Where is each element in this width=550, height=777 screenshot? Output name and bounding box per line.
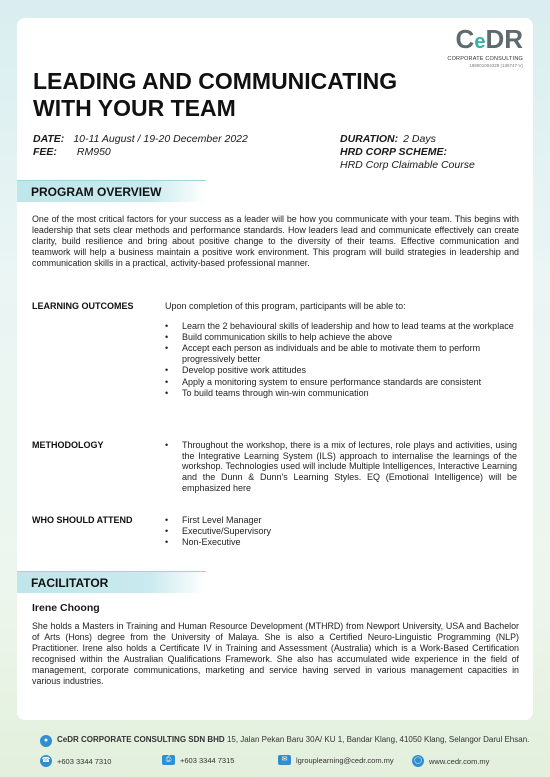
- list-item: • Develop positive work attitudes: [165, 365, 517, 376]
- methodology-label: METHODOLOGY: [32, 440, 104, 450]
- list-item: • To build teams through win-win communication: [165, 388, 517, 399]
- list-item: • Non-Executive: [165, 537, 517, 548]
- list-item: • First Level Manager: [165, 515, 517, 526]
- hrd-scheme-value: HRD Corp Claimable Course: [340, 159, 475, 171]
- list-item: • Accept each person as individuals and be able to motivate them to perform progressively better: [165, 343, 517, 364]
- hrd-scheme-label: HRD CORP SCHEME:: [340, 146, 447, 158]
- who-should-attend-label: WHO SHOULD ATTEND: [32, 515, 133, 525]
- list-item: • Build communication skills to help achieve the above: [165, 332, 517, 343]
- cedr-logo: [431, 26, 523, 68]
- logo-registration: 199001004328 (136747-V): [469, 63, 523, 68]
- footer-email[interactable]: ✉ lgrouplearning@cedr.com.my: [278, 755, 394, 765]
- list-item: • Executive/Supervisory: [165, 526, 517, 537]
- facilitator-bio: She holds a Masters in Training and Human Resource Development (MTHRD) from Newport University, USA and Bachelor of Arts (Hons) degree from the University of Malaya. She is also a Certified Neuro-Linguistic Programming (NLP) Practitioner. Irene also holds a Certificate IV in Training and Assessment (Australia) which is a Work-Based Certification recognised within the Australian Qualifications Framework. She also has accumulated wide experience in the field of management, corporate communications, marketing and service having served in various management capacities in various industries.: [32, 621, 519, 686]
- list-item: • Apply a monitoring system to ensure performance standards are consistent: [165, 377, 517, 388]
- duration-row: DURATION: 2 Days: [340, 133, 436, 145]
- learning-outcomes-list: [165, 321, 517, 399]
- program-overview-heading: PROGRAM OVERVIEW: [17, 180, 206, 202]
- location-pin-icon: ●: [40, 735, 52, 747]
- date-row: DATE: 10-11 August / 19-20 December 2022: [33, 133, 248, 145]
- footer-website[interactable]: ◯ www.cedr.com.my: [412, 755, 489, 767]
- list-item: • Throughout the workshop, there is a mix of lectures, role plays and activities, using the Integrative Learning System (ILS) approach to internalise the learnings of the workshop. Technologies used will include Multiple Intelligences, Interactive Learning and the Dunn & Dunn's Learning Styles. EQ (Emotional Intelligence) will be emphasized here: [165, 440, 517, 494]
- learning-outcomes-label: LEARNING OUTCOMES: [32, 301, 134, 311]
- methodology-list: [165, 440, 517, 494]
- logo-wordmark: CeDR: [455, 24, 523, 54]
- footer-address: ● CeDR CORPORATE CONSULTING SDN BHD 15, Jalan Pekan Baru 30A/ KU 1, Bandar Klang, 41050 Klang, Selangor Darul Ehsan.: [40, 735, 529, 747]
- facilitator-name: Irene Choong: [32, 602, 100, 614]
- brochure-sheet: [17, 18, 533, 720]
- facilitator-heading: FACILITATOR: [17, 571, 206, 593]
- program-overview-text: One of the most critical factors for your success as a leader will be how you communicate with your team. This begins with leadership that sets clear methods and performance standards. How leaders lead and communicate effectively can create clarity, build resilience and bring about positive change to the diversity of their teams. Effective communication and teamwork will help a business maintain a positive work environment. This program will build strategies in leadership and communication skills in a practical, activity-based professional manner.: [32, 214, 519, 268]
- phone-icon: ☎: [40, 755, 52, 767]
- footer-fax: ⎙ +603 3344 7315: [162, 755, 234, 765]
- learning-outcomes-intro: Upon completion of this program, participants will be able to:: [165, 301, 406, 311]
- fee-row: FEE: RM950: [33, 146, 111, 158]
- logo-subtitle: CORPORATE CONSULTING: [447, 56, 523, 62]
- globe-icon: ◯: [412, 755, 424, 767]
- page-title: LEADING AND COMMUNICATING WITH YOUR TEAM: [33, 68, 398, 121]
- footer-phone: ☎ +603 3344 7310: [41, 756, 112, 766]
- who-should-attend-list: [165, 515, 517, 549]
- fax-icon: ⎙: [162, 755, 175, 765]
- email-icon: ✉: [278, 755, 291, 765]
- list-item: • Learn the 2 behavioural skills of leadership and how to lead teams at the workplace: [165, 321, 517, 332]
